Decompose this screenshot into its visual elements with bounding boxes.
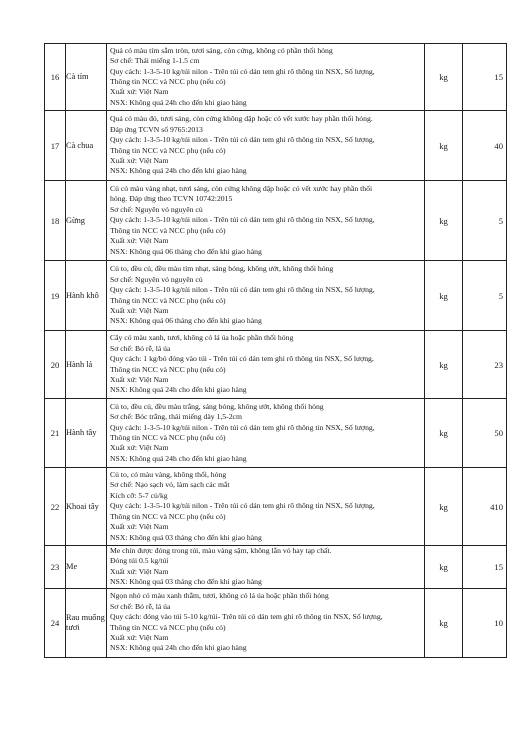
item-quantity: 23 — [463, 331, 507, 399]
description-line: NSX: Không quá 24h cho đến khi giao hàng — [110, 97, 247, 107]
item-description — [107, 44, 425, 111]
item-number: 18 — [45, 181, 66, 261]
description-line: Thông tin NCC và NCC phụ (nếu có) — [110, 295, 226, 305]
item-number: 19 — [45, 261, 66, 331]
item-name: Me — [66, 546, 107, 589]
item-description — [107, 399, 425, 468]
description-line: Quy cách: 1-3-5-10 kg/túi nilon - Trên túi có dán tem ghi rõ thông tin NSX, Số lượng, — [110, 285, 375, 295]
description-line: Thông tin NCC và NCC phụ (nếu có) — [110, 225, 226, 235]
item-description — [107, 181, 425, 261]
description-line: Đóng túi 0.5 kg/túi — [110, 556, 169, 566]
table-row — [45, 399, 507, 468]
description-line: Sơ chế: Nguyên vỏ nguyên củ — [110, 204, 203, 214]
table-row — [45, 331, 507, 399]
item-number: 24 — [45, 588, 66, 657]
description-line: Sơ chế: Thái miếng 1-1.5 cm — [110, 56, 200, 66]
description-line: Sơ chế: Bỏ rễ, lá úa — [110, 601, 171, 611]
description-line: Ngọn nhỏ có màu xanh thẫm, tươi, không có lá úa hoặc phần thối hỏng — [110, 591, 329, 601]
item-name: Rau muống tươi — [66, 588, 107, 657]
item-number: 17 — [45, 111, 66, 181]
item-quantity: 15 — [463, 44, 507, 111]
item-description — [107, 546, 425, 589]
item-quantity: 15 — [463, 546, 507, 589]
item-unit: kg — [425, 261, 463, 331]
description-line: NSX: Không quá 24h cho đến khi giao hàng — [110, 453, 247, 463]
item-name: Cà tím — [66, 44, 107, 111]
description-line: NSX: Không quá 03 tháng cho đến khi giao hàng — [110, 532, 262, 542]
description-line: Quả có màu tím sẫm tròn, tươi sáng, còn cứng, không có phần thối hỏng — [110, 45, 333, 55]
item-name: Hành khô — [66, 261, 107, 331]
description-line: NSX: Không quá 03 tháng cho đến khi giao hàng — [110, 577, 262, 587]
item-quantity: 10 — [463, 588, 507, 657]
description-line: Xuất xứ: Việt Nam — [110, 566, 169, 576]
description-line: Kích cỡ: 5-7 củ/kg — [110, 490, 168, 500]
item-name: Gừng — [66, 181, 107, 261]
description-line: Xuất xứ: Việt Nam — [110, 236, 169, 246]
description-line: Quy cách: 1-3-5-10 kg/túi nilon - Trên túi có dán tem ghi rõ thông tin NSX, Số lượng, — [110, 135, 375, 145]
description-line: Quy cách: 1-3-5-10 kg/túi nilon - Trên túi có dán tem ghi rõ thông tin NSX, Số lượng, — [110, 66, 375, 76]
description-line: Quy cách: 1-3-5-10 kg/túi nilon - Trên túi có dán tem ghi rõ thông tin NSX, Số lượng, — [110, 215, 375, 225]
item-description — [107, 468, 425, 546]
description-line: Quy cách: 1-3-5-10 kg/túi nilon - Trên túi có dán tem ghi rõ thông tin NSX, Số lượng, — [110, 422, 375, 432]
description-line: NSX: Không quá 06 tháng cho đến khi giao hàng — [110, 246, 262, 256]
description-line: Củ có màu vàng nhạt, tươi sáng, còn cứng không dập hoặc có vết xước hay phần thối — [110, 184, 373, 194]
description-line: Me chín được đóng trong túi, màu vàng sậm, không lẫn vỏ hay tạp chất. — [110, 546, 332, 555]
item-unit: kg — [425, 111, 463, 181]
description-line: Xuất xứ: Việt Nam — [110, 633, 169, 643]
table-row — [45, 261, 507, 331]
item-quantity: 5 — [463, 261, 507, 331]
item-quantity: 410 — [463, 468, 507, 546]
description-line: Xuất xứ: Việt Nam — [110, 374, 169, 384]
table-row — [45, 111, 507, 181]
item-quantity: 50 — [463, 399, 507, 468]
description-line: Sơ chế: Nguyên vỏ nguyên củ — [110, 274, 203, 284]
description-line: Thông tin NCC và NCC phụ (nếu có) — [110, 433, 226, 442]
item-unit: kg — [425, 331, 463, 399]
description-line: Xuất xứ: Việt Nam — [110, 443, 169, 453]
description-line: Quả có màu đỏ, tươi sáng, còn cứng không dập hoặc có vết xước hay phần thối hỏng. — [110, 114, 373, 124]
product-spec-table — [44, 43, 507, 658]
item-unit: kg — [425, 181, 463, 261]
description-line: Quy cách: đóng vào túi 5-10 kg/túi- Trên túi có dán tem ghi rõ thông tin NSX, Số lượng, — [110, 612, 383, 622]
description-line: Thông tin NCC và NCC phụ (nếu có) — [110, 511, 226, 521]
item-number: 22 — [45, 468, 66, 546]
description-line: Sơ chế: Bỏ rễ, lá úa — [110, 343, 171, 353]
table-row — [45, 468, 507, 546]
description-line: Sơ chế: Bóc trắng, thái miếng dày 1,5-2cm — [110, 412, 242, 422]
item-number: 20 — [45, 331, 66, 399]
item-description — [107, 261, 425, 331]
item-unit: kg — [425, 399, 463, 468]
description-line: Xuất xứ: Việt Nam — [110, 522, 169, 532]
description-line: Xuất xứ: Việt Nam — [110, 87, 169, 97]
item-unit: kg — [425, 546, 463, 589]
description-line: NSX: Không quá 06 tháng cho đến khi giao hàng — [110, 316, 262, 326]
item-unit: kg — [425, 588, 463, 657]
item-name: Hành tây — [66, 399, 107, 468]
item-unit: kg — [425, 44, 463, 111]
table-row — [45, 588, 507, 657]
item-quantity: 5 — [463, 181, 507, 261]
item-quantity: 40 — [463, 111, 507, 181]
item-number: 23 — [45, 546, 66, 589]
item-number: 16 — [45, 44, 66, 111]
description-line: Thông tin NCC và NCC phụ (nếu có) — [110, 77, 226, 86]
item-name: Cà chua — [66, 111, 107, 181]
description-line: Thông tin NCC và NCC phụ (nếu có) — [110, 364, 226, 374]
description-line: NSX: Không quá 24h cho đến khi giao hàng — [110, 385, 247, 395]
item-unit: kg — [425, 468, 463, 546]
description-line: Cây có màu xanh, tươi, không có lá úa hoặc phần thối hỏng — [110, 333, 294, 343]
description-line: NSX: Không quá 24h cho đến khi giao hàng — [110, 643, 247, 653]
table-row — [45, 181, 507, 261]
description-line: Củ to, đều củ, đều màu trắng, sáng bóng, không ướt, không thối hỏng — [110, 401, 324, 411]
description-line: Thông tin NCC và NCC phụ (nếu có) — [110, 622, 226, 632]
description-line: Quy cách: 1 kg/bó đóng vào túi - Trên túi có dán tem ghi rõ thông tin NSX, Số lượng, — [110, 354, 374, 364]
table-body — [45, 44, 507, 658]
item-name: Hành lá — [66, 331, 107, 399]
item-description — [107, 588, 425, 657]
item-description — [107, 331, 425, 399]
description-line: Xuất xứ: Việt Nam — [110, 305, 169, 315]
description-line: Củ to, đều củ, đều màu tím nhạt, sáng bóng, không ướt, không thối hỏng — [110, 264, 334, 274]
description-line: Quy cách: 1-3-5-10 kg/túi nilon - Trên túi có dán tem ghi rõ thông tin NSX, Số lượng, — [110, 501, 375, 511]
table-row — [45, 546, 507, 589]
description-line: Thông tin NCC và NCC phụ (nếu có) — [110, 145, 226, 155]
item-number: 21 — [45, 399, 66, 468]
description-line: Xuất xứ: Việt Nam — [110, 155, 169, 165]
description-line: Củ to, có màu vàng, không thối, hỏng — [110, 470, 227, 480]
table-row — [45, 44, 507, 111]
item-name: Khoai tây — [66, 468, 107, 546]
description-line: hỏng. Đáp ứng theo TCVN 10742:2015 — [110, 194, 233, 204]
description-line: Đáp ứng TCVN số 9765:2013 — [110, 124, 203, 134]
description-line: Sơ chế: Nạo sạch vỏ, làm sạch các mắt — [110, 480, 230, 490]
item-description — [107, 111, 425, 181]
description-line: NSX: Không quá 24h cho đến khi giao hàng — [110, 166, 247, 176]
